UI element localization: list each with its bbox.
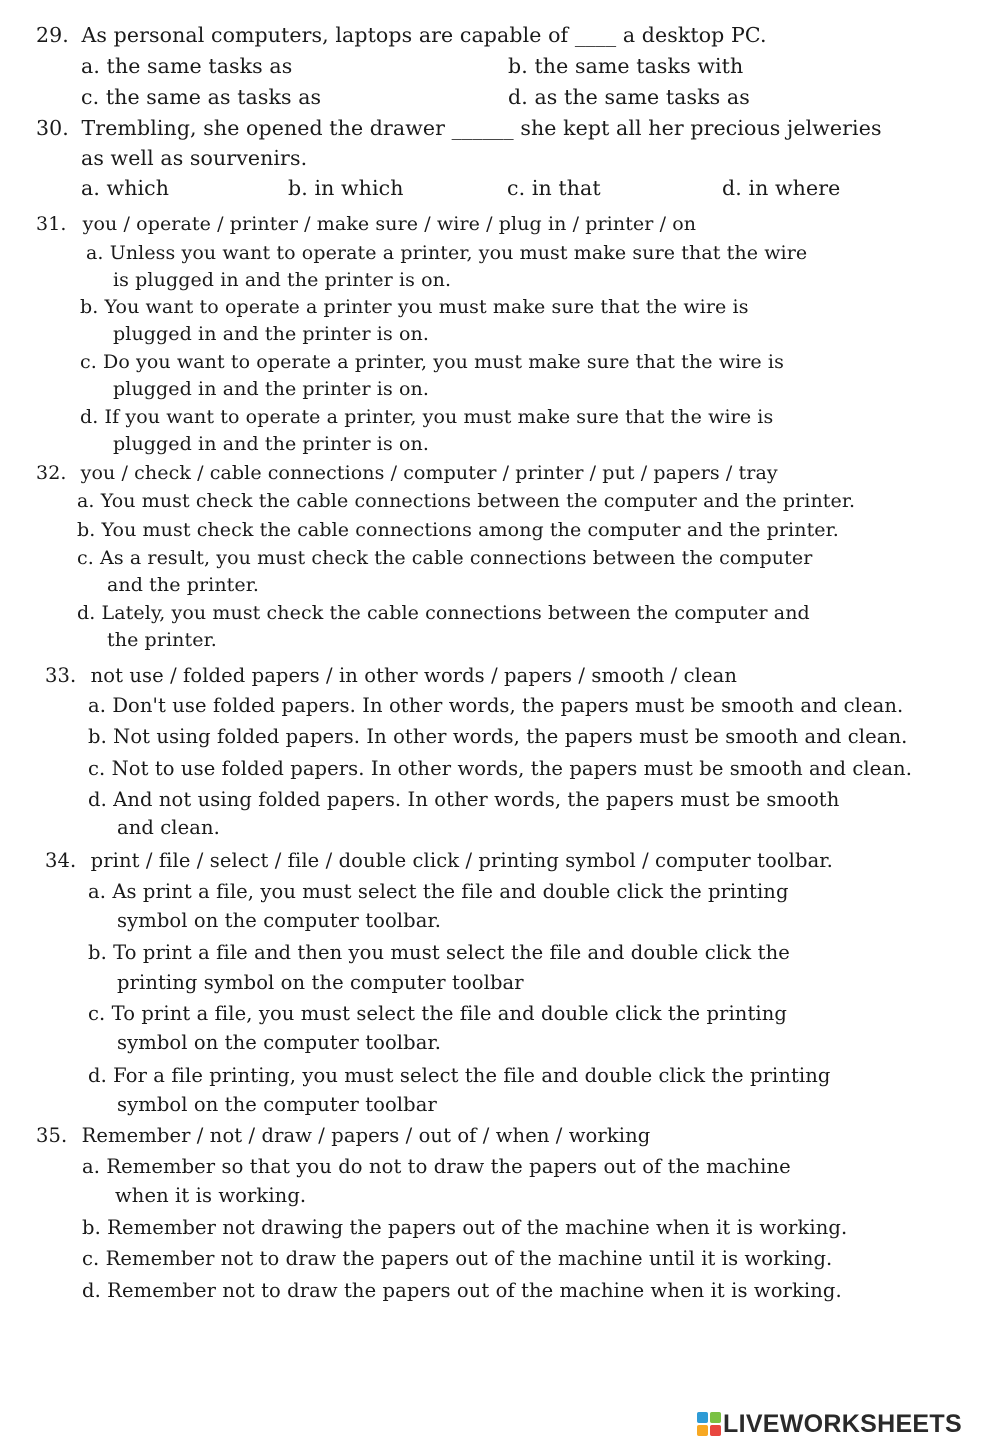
option-c: c. To print a file, you must select the file and double click the printing <box>88 1002 787 1025</box>
option-b-continuation: printing symbol on the computer toolbar <box>117 971 524 994</box>
option-d-continuation: the printer. <box>107 629 217 651</box>
question-30-stem-line <box>36 115 882 141</box>
option-c: c. Remember not to draw the papers out of the machine until it is working. <box>82 1247 833 1270</box>
logo-square <box>697 1425 708 1436</box>
option-c-continuation: and the printer. <box>107 574 259 596</box>
option-c: c. in that <box>507 176 601 200</box>
option-a: a. the same tasks as <box>81 54 293 78</box>
liveworksheets-logo[interactable] <box>697 1409 962 1439</box>
question-stem-text: print / file / select / file / double click / printing symbol / computer toolbar. <box>90 849 833 872</box>
question-stem-text: you / operate / printer / make sure / wire / plug in / printer / on <box>82 213 697 235</box>
option-a-continuation: symbol on the computer toolbar. <box>117 909 442 932</box>
question-number: 33. <box>45 664 77 687</box>
option-c-continuation: plugged in and the printer is on. <box>113 378 429 400</box>
question-35-stem-line <box>36 1123 650 1149</box>
question-stem-text: you / check / cable connections / computer / printer / put / papers / tray <box>80 462 778 484</box>
option-b: b. Remember not drawing the papers out of the machine when it is working. <box>82 1216 848 1239</box>
option-a: a. which <box>81 176 170 200</box>
option-a: a. Unless you want to operate a printer, you must make sure that the wire <box>86 242 808 264</box>
option-a: a. Remember so that you do not to draw the papers out of the machine <box>82 1155 791 1178</box>
question-stem-text: Trembling, she opened the drawer ______ she kept all her precious jelweries <box>81 116 882 140</box>
logo-square <box>697 1412 708 1423</box>
option-b: b. You want to operate a printer you must make sure that the wire is <box>80 296 749 318</box>
question-number: 29. <box>36 23 69 47</box>
option-b: b. You must check the cable connections among the computer and the printer. <box>77 519 839 541</box>
option-c: c. the same as tasks as <box>81 85 322 109</box>
question-32-stem-line <box>36 460 778 486</box>
question-number: 35. <box>36 1124 68 1147</box>
option-d: d. as the same tasks as <box>508 85 750 109</box>
option-b: b. the same tasks with <box>508 54 744 78</box>
question-number: 32. <box>36 462 67 484</box>
question-stem-text: Remember / not / draw / papers / out of / when / working <box>81 1124 651 1147</box>
question-stem-continuation: as well as sourvenirs. <box>81 146 308 170</box>
option-c-continuation: symbol on the computer toolbar. <box>117 1031 442 1054</box>
option-c: c. Not to use folded papers. In other words, the papers must be smooth and clean. <box>88 757 913 780</box>
option-d: d. If you want to operate a printer, you must make sure that the wire is <box>80 406 774 428</box>
option-b: b. in which <box>288 176 404 200</box>
question-stem-text: As personal computers, laptops are capable of ____ a desktop PC. <box>81 23 767 47</box>
option-d-continuation: plugged in and the printer is on. <box>113 433 429 455</box>
question-34-stem-line <box>45 848 833 874</box>
question-31-stem-line <box>36 211 696 237</box>
option-d: d. Remember not to draw the papers out of the machine when it is working. <box>82 1279 842 1302</box>
option-a: a. Don't use folded papers. In other words, the papers must be smooth and clean. <box>88 694 904 717</box>
question-number: 34. <box>45 849 77 872</box>
option-a: a. You must check the cable connections between the computer and the printer. <box>77 490 856 512</box>
question-33-stem-line <box>45 663 737 689</box>
option-d: d. in where <box>722 176 841 200</box>
option-a: a. As print a file, you must select the file and double click the printing <box>88 880 789 903</box>
option-d-continuation: and clean. <box>117 816 220 839</box>
question-stem-text: not use / folded papers / in other words / papers / smooth / clean <box>90 664 738 687</box>
option-d: d. And not using folded papers. In other words, the papers must be smooth <box>88 788 840 811</box>
option-b-continuation: plugged in and the printer is on. <box>113 323 429 345</box>
option-b: b. To print a file and then you must select the file and double click the <box>88 941 790 964</box>
logo-square <box>710 1412 721 1423</box>
option-c: c. As a result, you must check the cable connections between the computer <box>77 547 813 569</box>
question-number: 30. <box>36 116 69 140</box>
liveworksheets-logo-icon <box>697 1412 721 1436</box>
option-c: c. Do you want to operate a printer, you must make sure that the wire is <box>80 351 784 373</box>
option-d-continuation: symbol on the computer toolbar <box>117 1093 437 1116</box>
question-29-stem-line <box>36 22 767 48</box>
logo-text: LIVEWORKSHEETS <box>723 1409 962 1438</box>
option-a-continuation: is plugged in and the printer is on. <box>113 269 452 291</box>
option-b: b. Not using folded papers. In other words, the papers must be smooth and clean. <box>88 725 908 748</box>
option-d: d. Lately, you must check the cable connections between the computer and <box>77 602 810 624</box>
option-a-continuation: when it is working. <box>115 1184 307 1207</box>
question-number: 31. <box>36 213 67 235</box>
logo-square <box>710 1425 721 1436</box>
option-d: d. For a file printing, you must select the file and double click the printing <box>88 1064 831 1087</box>
